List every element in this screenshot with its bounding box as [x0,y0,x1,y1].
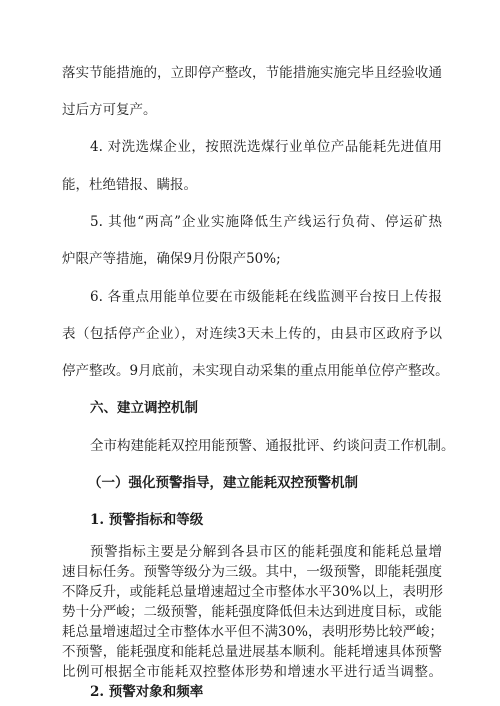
item-4-line: 4. 对洗选煤企业，按照洗选煤行业单位产品能耗先进值用 [90,139,442,155]
section-heading: 六、建立调控机制 [90,400,198,416]
paragraph-line: 耗总量增速超过全市整体水平但不满30%，表明形势比较严峻； [62,624,444,640]
item-5-line: 5. 其他“两高”企业实施降低生产线运行负荷、停运矿热 [90,214,442,230]
paragraph-line: 势十分严峻；二级预警，能耗强度降低但未达到进度目标，或能 [62,604,442,620]
item-6-line: 停产整改。9月底前，未实现自动采集的重点用能单位停产整改。 [62,363,449,379]
paragraph-line: 不预警，能耗强度和能耗总量进展基本顺利。能耗增速具体预警 [62,644,442,660]
item-6-line: 6. 各重点用能单位要在市级能耗在线监测平台按日上传报 [90,289,442,305]
paragraph-line: 全市构建能耗双控用能预警、通报批评、约谈问责工作机制。 [90,438,455,454]
subsection-heading: （一）强化预警指导，建立能耗双控预警机制 [88,475,358,491]
item-6-line: 表（包括停产企业），对连续3天未上传的，由县市区政府予以 [62,326,442,342]
paragraph-line: 速目标任务。预警等级分为三级。其中，一级预警，即能耗强度 [62,564,442,580]
subsection-item-heading: 1. 预警指标和等级 [90,512,204,528]
item-4-line: 能，杜绝错报、瞒报。 [62,177,197,193]
subsection-item-heading: 2. 预警对象和频率 [90,684,204,700]
item-5-line: 炉限产等措施，确保9月份限产50%; [62,251,281,267]
paragraph-line: 预警指标主要是分解到各县市区的能耗强度和能耗总量增 [90,544,442,560]
paragraph-line: 落实节能措施的，立即停产整改，节能措施实施完毕且经验收通 [62,65,442,81]
paragraph-line: 过后方可复产。 [62,102,157,118]
paragraph-line: 不降反升，或能耗总量增速超过全市整体水平30%以上，表明形 [62,584,444,600]
paragraph-line: 比例可根据全市能耗双控整体形势和增速水平进行适当调整。 [62,664,442,680]
